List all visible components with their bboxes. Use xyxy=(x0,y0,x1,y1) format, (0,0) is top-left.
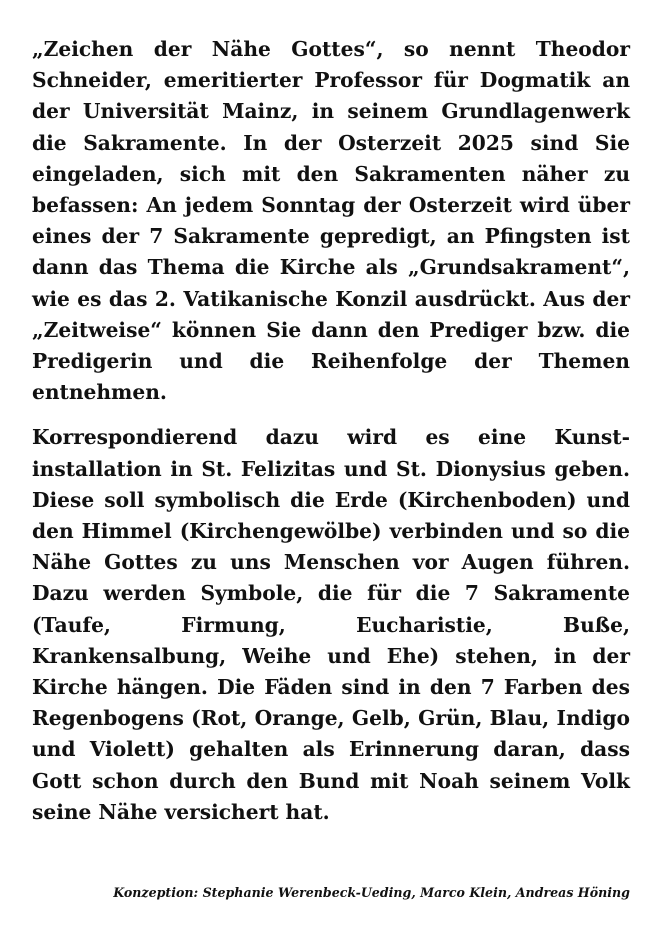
credit-line: Konzeption: Stephanie Werenbeck-Ueding, Marco Klein, Andreas Höning xyxy=(113,885,630,900)
document-body xyxy=(32,34,630,828)
paragraph-sacraments-intro: „Zeichen der Nähe Gottes“, so nennt Theodor Schneider, emeritierter Professor für Dogmatik an der Universität Mainz, in seinem Grundlagenwerk die Sakramente. In der Osterzeit 2025 sind Sie eingeladen, sich mit den Sakramenten näher zu befassen: An jedem Sonntag der Osterzeit wird über eines der 7 Sakramente gepredigt, an Pfingsten ist dann das Thema die Kirche als „Grundsakrament“, wie es das 2. Vatikanische Konzil ausdrückt. Aus der „Zeitweise“ können Sie dann den Prediger bzw. die Predigerin und die Reihenfolge der Themen entnehmen. xyxy=(32,37,630,405)
paragraph-art-installation: Korrespondierend dazu wird es eine Kunstinstallation in St. Felizitas und St. Dionysius geben. Diese soll symbolisch die Erde (Kirchenboden) und den Himmel (Kirchengewölbe) verbinden und so die Nähe Gottes zu uns Menschen vor Augen führen. Dazu werden Symbole, die für die 7 Sakramente (Taufe, Firmung, Eucharistie, Buße, Krankensalbung, Weihe und Ehe) stehen, in der Kirche hängen. Die Fäden sind in den 7 Farben des Regenbogens (Rot, Orange, Gelb, Grün, Blau, Indigo und Violett) gehalten als Erinnerung daran, dass Gott schon durch den Bund mit Noah seinem Volk seine Nähe versichert hat. xyxy=(32,425,630,824)
